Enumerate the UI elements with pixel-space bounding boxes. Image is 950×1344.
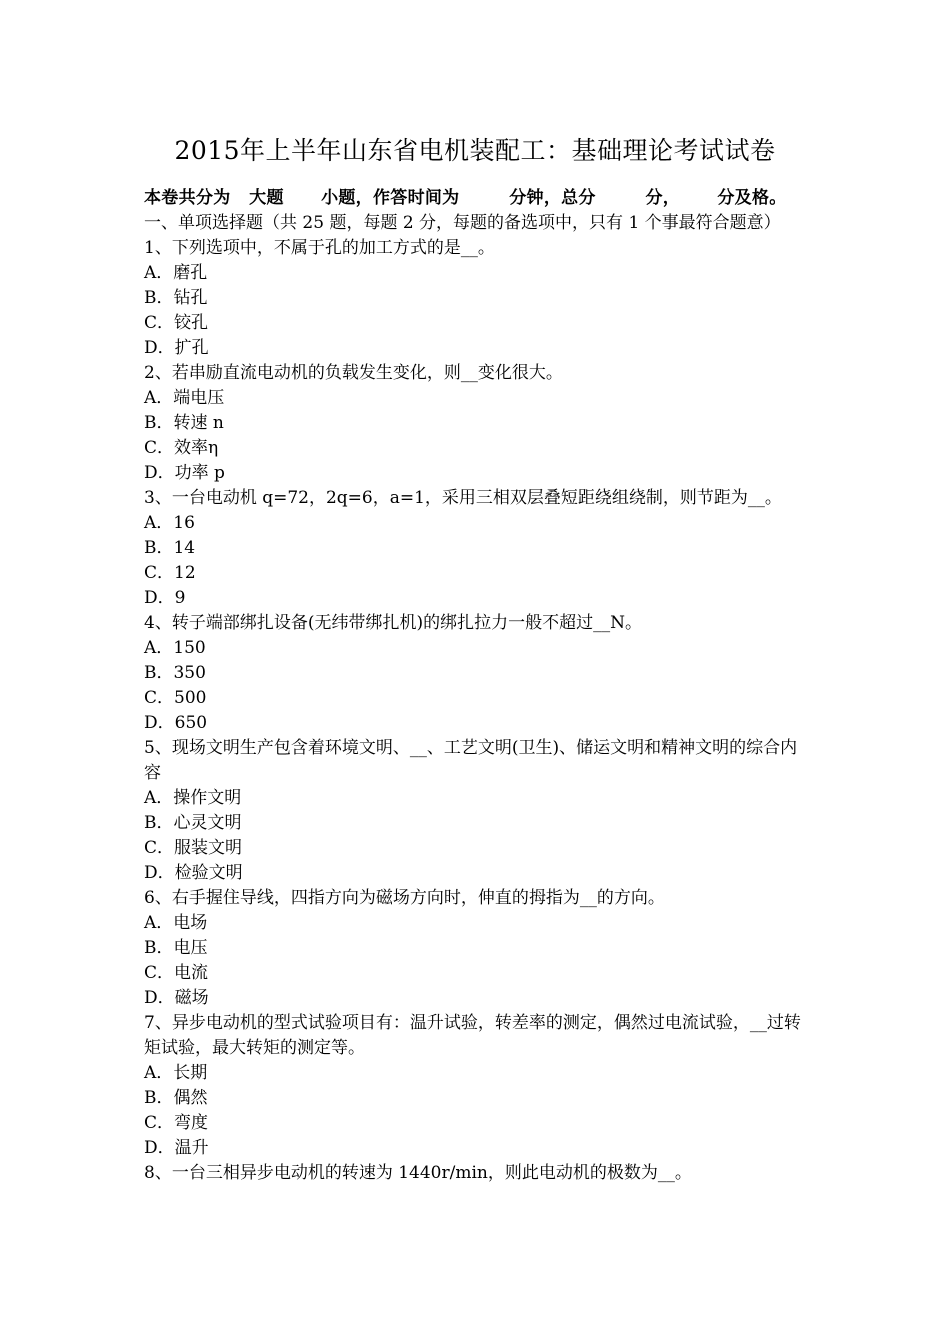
section-heading: 一、单项选择题（共 25 题，每题 2 分，每题的备选项中，只有 1 个事最符合题意） (144, 213, 781, 233)
option-d: D．温升 (144, 1138, 209, 1158)
option-c: C．铰孔 (144, 313, 209, 333)
option-d: D．9 (144, 588, 186, 608)
option-b: B．钻孔 (144, 288, 208, 308)
option-b: B．心灵文明 (144, 813, 242, 833)
question-item (144, 486, 810, 611)
question-stem: 6、右手握住导线，四指方向为磁场方向时，伸直的拇指为__的方向。 (144, 888, 665, 908)
exam-intro: 本卷共分为 大题 小题，作答时间为 分钟，总分 分， 分及格。 (144, 188, 787, 208)
question-item (144, 361, 810, 486)
question-item (144, 1161, 810, 1186)
option-d: D．检验文明 (144, 863, 243, 883)
question-stem: 1、下列选项中，不属于孔的加工方式的是__。 (144, 238, 495, 258)
option-d: D．650 (144, 713, 208, 733)
option-b: B．偶然 (144, 1088, 208, 1108)
option-c: C．12 (144, 563, 196, 583)
option-a: A．16 (144, 513, 195, 533)
option-a: A．长期 (144, 1063, 208, 1083)
question-stem: 3、一台电动机 q=72，2q=6，a=1，采用三相双层叠短距绕组绕制，则节距为__。 (144, 488, 782, 508)
option-b: B．350 (144, 663, 206, 683)
option-d: D．功率 p (144, 463, 225, 483)
document-body (144, 186, 810, 1186)
option-c: C．500 (144, 688, 207, 708)
question-stem: 5、现场文明生产包含着环境文明、__、工艺文明(卫生)、储运文明和精神文明的综合内容 (144, 738, 798, 783)
option-d: D．磁场 (144, 988, 209, 1008)
question-list (144, 236, 810, 1186)
option-a: A．端电压 (144, 388, 225, 408)
document-title: 2015年上半年山东省电机装配工：基础理论考试试卷 (174, 136, 776, 165)
option-b: B．转速 n (144, 413, 224, 433)
question-stem: 4、转子端部绑扎设备(无纬带绑扎机)的绑扎拉力一般不超过__N。 (144, 613, 642, 633)
option-c: C．电流 (144, 963, 209, 983)
question-item (144, 736, 810, 886)
option-b: B．14 (144, 538, 196, 558)
option-c: C．效率η (144, 438, 219, 458)
option-c: C．弯度 (144, 1113, 209, 1133)
option-b: B．电压 (144, 938, 208, 958)
question-stem: 2、若串励直流电动机的负载发生变化，则__变化很大。 (144, 363, 563, 383)
question-item (144, 886, 810, 1011)
option-a: A．磨孔 (144, 263, 208, 283)
question-item (144, 236, 810, 361)
question-stem: 7、异步电动机的型式试验项目有：温升试验，转差率的测定，偶然过电流试验，__过转矩试验，最大转矩的测定等。 (144, 1013, 801, 1058)
question-item (144, 1011, 810, 1161)
option-d: D．扩孔 (144, 338, 209, 358)
option-a: A．电场 (144, 913, 208, 933)
question-stem: 8、一台三相异步电动机的转速为 1440r/min，则此电动机的极数为__。 (144, 1163, 692, 1183)
option-c: C．服装文明 (144, 838, 243, 858)
question-item (144, 611, 810, 736)
option-a: A．操作文明 (144, 788, 242, 808)
option-a: A．150 (144, 638, 206, 658)
